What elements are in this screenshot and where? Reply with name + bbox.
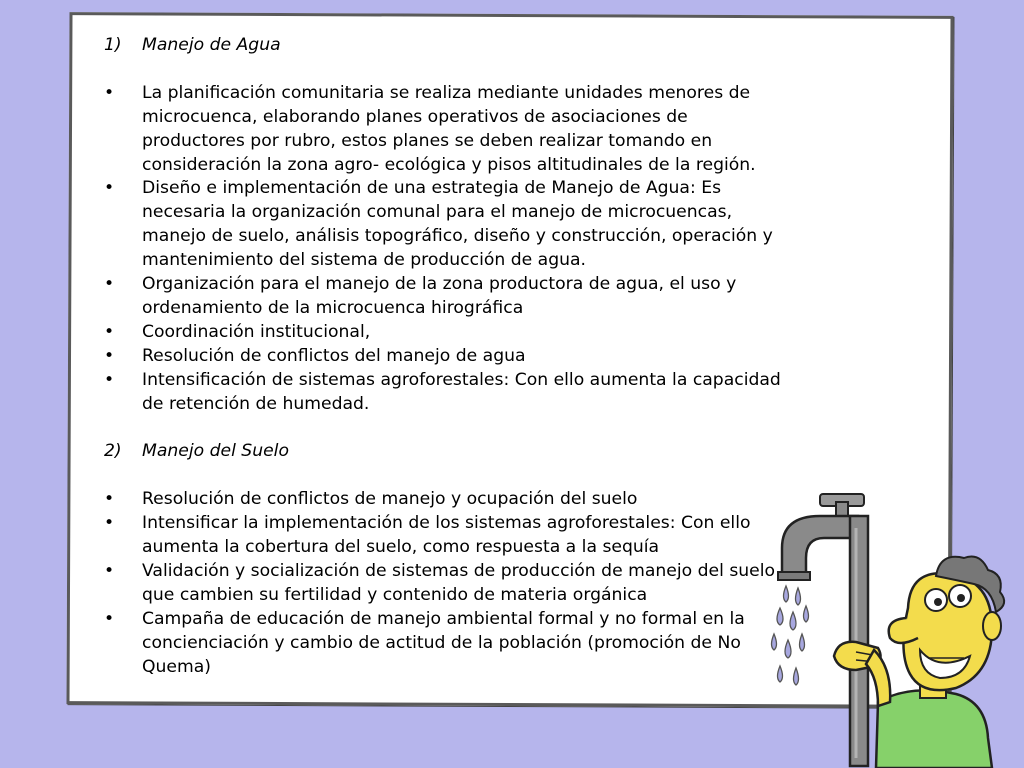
list-item-text: Validación y socialización de sistemas de producción de manejo del suelo que cambien su fertilidad y contenido de materia orgánica [142,560,776,605]
faucet-man-illustration [760,488,1024,768]
list-item [104,321,794,345]
list-item [104,82,794,178]
list-item-text: Campaña de educación de manejo ambiental formal y no formal en la concienciación y cambio de actitud de la población (promoción de No Quema) [142,608,745,677]
bullet: • [104,321,115,342]
water-drops-icon [772,586,809,685]
list-item [104,512,794,560]
list-item [104,608,794,680]
bullet: • [104,608,115,629]
list-item-text: La planificación comunitaria se realiza mediante unidades menores de microcuenca, elaborando planes operativos de asociaciones de productores por rubro, estos planes se deben realizar tomando en consideración la zona agro- ecológica y pisos altitudinales de la región. [142,82,756,175]
section-title: Manejo de Agua [142,35,281,55]
bullet: • [104,274,115,295]
list-item-text: Intensificar la implementación de los sistemas agroforestales: Con ello aumenta la cobertura del suelo, como respuesta a la sequía [142,513,751,557]
list-item-text: Diseño e implementación de una estrategia de Manejo de Agua: Es necesaria la organización comunal para el manejo de microcuencas, manejo de suelo, análisis topográfico, diseño y construcción, operación y mantenimiento del sistema de producción de agua. [142,178,773,271]
list-item [104,273,794,321]
list-item [104,560,794,608]
list-item-text: Resolución de conflictos del manejo de agua [142,345,526,366]
bullet-list-manejo-agua [104,82,794,417]
list-item [104,488,794,512]
bullet-list-manejo-suelo [104,488,794,679]
list-item [104,345,794,369]
section-title: Manejo del Suelo [142,441,289,462]
bullet: • [104,369,115,390]
list-item [104,177,794,273]
section-heading-manejo-suelo [104,440,794,464]
list-item-text: Resolución de conflictos de manejo y ocupación del suelo [142,489,638,510]
bullet: • [104,178,115,199]
bullet: • [104,560,115,581]
bullet: • [104,513,115,534]
bullet: • [104,489,115,510]
section-number: 2) [104,441,122,462]
document-content [104,34,794,679]
bullet: • [104,345,115,366]
faucet-icon [778,494,868,766]
list-item-text: Organización para el manejo de la zona productora de agua, el uso y ordenamiento de la microcuenca hirográfica [142,274,737,318]
list-item-text: Coordinación institucional, [142,321,371,342]
list-item-text: Intensificación de sistemas agroforestales: Con ello aumenta la capacidad de retención de humedad. [142,369,781,414]
list-item [104,369,794,417]
section-number: 1) [104,35,122,55]
bullet: • [104,82,115,103]
section-heading-manejo-agua [104,34,794,58]
